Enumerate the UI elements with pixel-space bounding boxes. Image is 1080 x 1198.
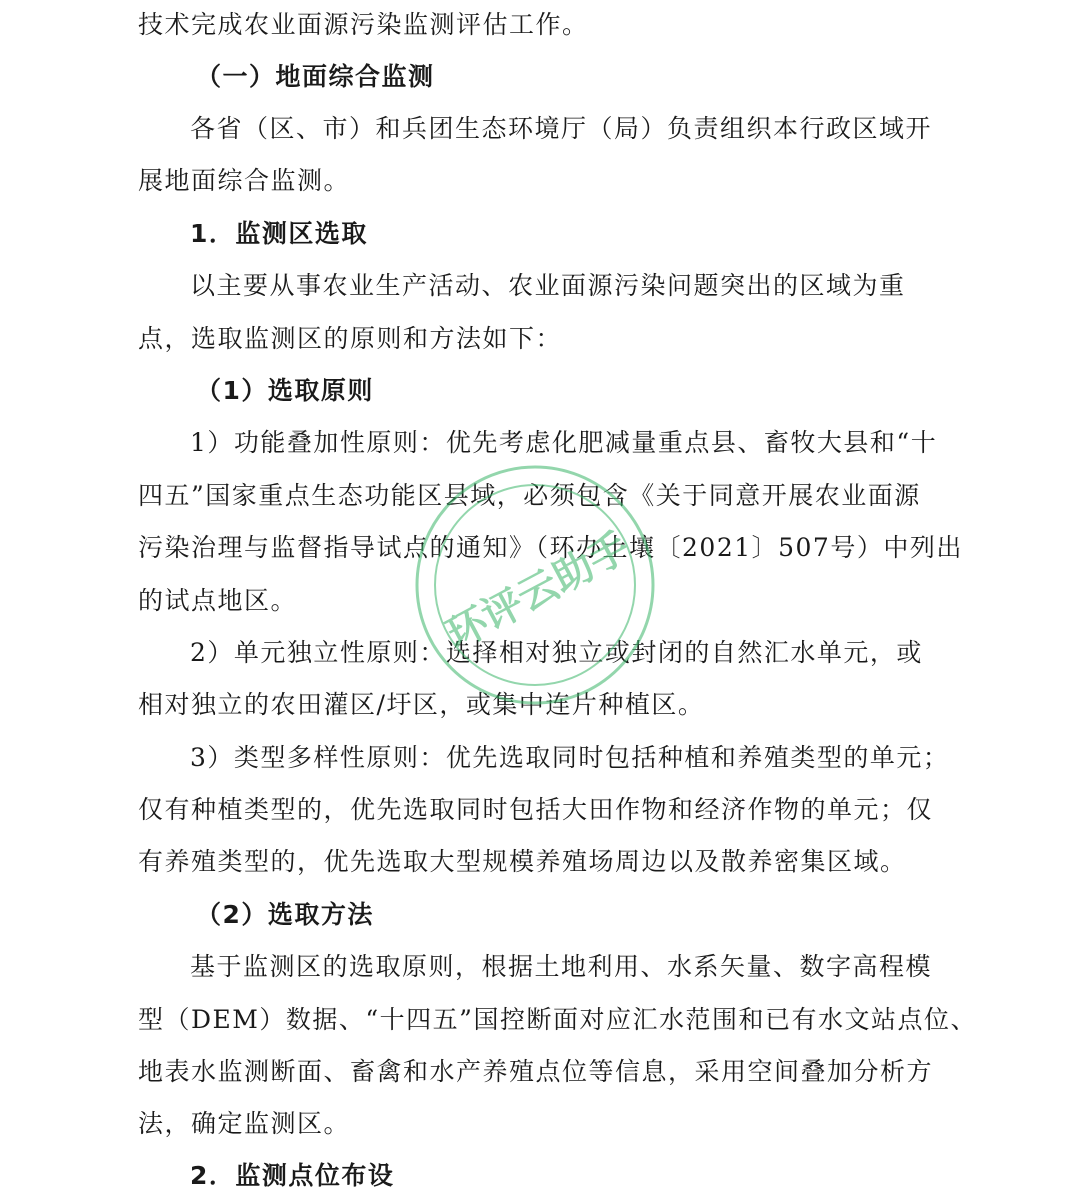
subsection-heading: （2）选取方法 — [196, 900, 374, 929]
paragraph-line: 基于监测区的选取原则，根据土地利用、水系矢量、数字高程模 — [190, 952, 933, 981]
paragraph-line: 的试点地区。 — [138, 586, 298, 615]
paragraph-line: 地表水监测断面、畜禽和水产养殖点位等信息，采用空间叠加分析方 — [138, 1057, 934, 1086]
subsection-heading: 2．监测点位布设 — [190, 1161, 395, 1190]
paragraph-line: 2）单元独立性原则：选择相对独立或封闭的自然汇水单元，或 — [190, 638, 923, 667]
subsection-heading: 1．监测区选取 — [190, 219, 368, 248]
paragraph-line: 四五”国家重点生态功能区县域，必须包含《关于同意开展农业面源 — [138, 481, 921, 510]
paragraph-line: 1）功能叠加性原则：优先考虑化肥减量重点县、畜牧大县和“十 — [190, 428, 938, 457]
paragraph-line: 技术完成农业面源污染监测评估工作。 — [138, 10, 589, 39]
paragraph-line: 型（DEM）数据、“十四五”国控断面对应汇水范围和已有水文站点位、 — [138, 1005, 977, 1034]
paragraph-line: 法，确定监测区。 — [138, 1109, 351, 1138]
paragraph-line: 3）类型多样性原则：优先选取同时包括种植和养殖类型的单元； — [190, 743, 950, 772]
paragraph-line: 相对独立的农田灌区/圩区，或集中连片种植区。 — [138, 690, 705, 719]
paragraph-line: 仅有种植类型的，优先选取同时包括大田作物和经济作物的单元；仅 — [138, 795, 934, 824]
paragraph-line: 污染治理与监督指导试点的通知》（环办土壤〔2021〕507号）中列出 — [138, 533, 963, 562]
subsection-heading: （1）选取原则 — [196, 376, 374, 405]
paragraph-line: 展地面综合监测。 — [138, 166, 351, 195]
paragraph-line: 以主要从事农业生产活动、农业面源污染问题突出的区域为重 — [190, 271, 906, 300]
section-heading: （一）地面综合监测 — [196, 62, 435, 91]
paragraph-line: 各省（区、市）和兵团生态环境厅（局）负责组织本行政区域开 — [190, 114, 933, 143]
paragraph-line: 点，选取监测区的原则和方法如下： — [138, 324, 563, 353]
paragraph-line: 有养殖类型的，优先选取大型规模养殖场周边以及散养密集区域。 — [138, 847, 907, 876]
watermark-text: 环评云助手 — [439, 523, 638, 659]
